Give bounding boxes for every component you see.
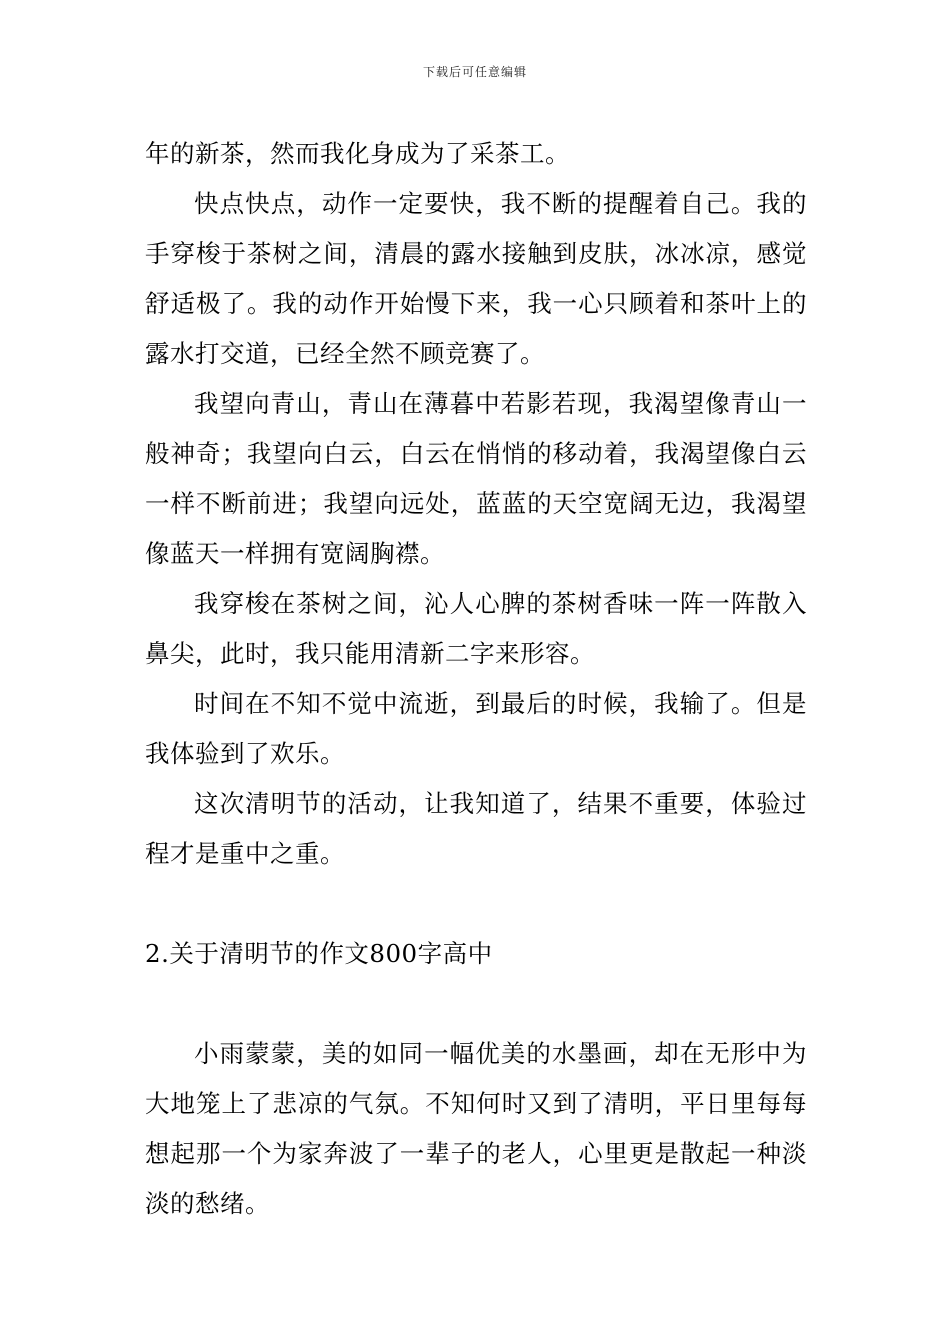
paragraph: 我望向青山，青山在薄暮中若影若现，我渴望像青山一般神奇；我望向白云，白云在悄悄的移动着，我渴望像白云一样不断前进；我望向远处，蓝蓝的天空宽阔无边，我渴望像蓝天一样拥有宽阔胸襟。 [145,389,807,568]
paragraph-continuation: 年的新茶，然而我化身成为了采茶工。 [145,139,570,168]
spacer [145,879,807,929]
document-body [145,129,807,1229]
paragraph: 小雨蒙蒙，美的如同一幅优美的水墨画，却在无形中为大地笼上了悲凉的气氛。不知何时又到了清明，平日里每每想起那一个为家奔波了一辈子的老人，心里更是散起一种淡淡的愁绪。 [145,1039,807,1218]
paragraph: 这次清明节的活动，让我知道了，结果不重要，体验过程才是重中之重。 [145,789,807,868]
paragraph: 我穿梭在茶树之间，沁人心脾的茶树香味一阵一阵散入鼻尖，此时，我只能用清新二字来形容。 [145,589,807,668]
section-heading: 2.关于清明节的作文800字高中 [145,939,493,968]
spacer [145,979,807,1029]
paragraph: 快点快点，动作一定要快，我不断的提醒着自己。我的手穿梭于茶树之间，清晨的露水接触到皮肤，冰冰凉，感觉舒适极了。我的动作开始慢下来，我一心只顾着和茶叶上的露水打交道，已经全然不顾竞赛了。 [145,189,807,368]
paragraph: 时间在不知不觉中流逝，到最后的时候，我输了。但是我体验到了欢乐。 [145,689,807,768]
page-header: 下载后可任意编辑 [422,65,527,79]
